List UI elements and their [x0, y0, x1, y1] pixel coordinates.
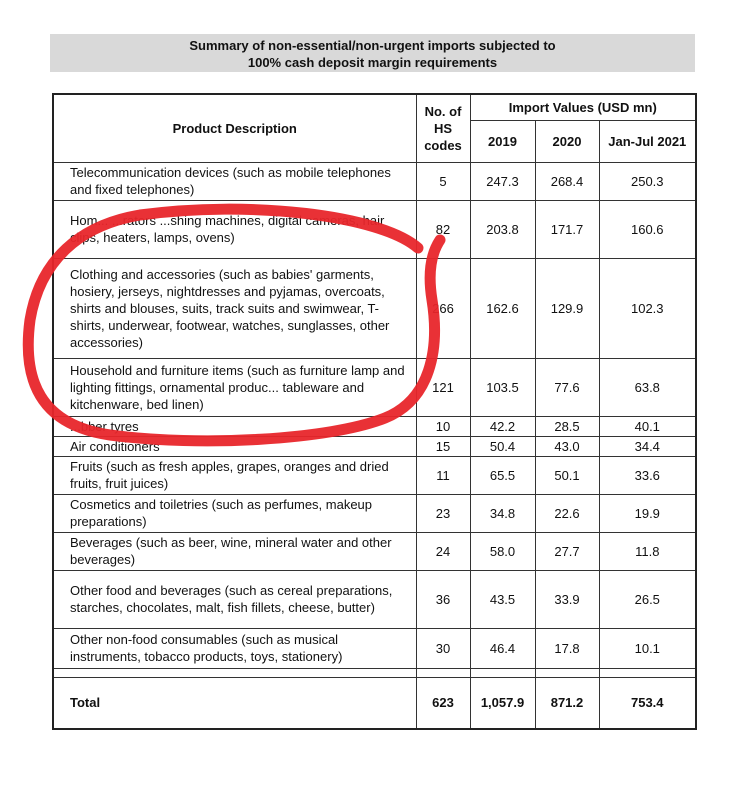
row-hs-codes: 15 — [416, 436, 470, 456]
total-label: Total — [53, 677, 416, 729]
row-hs-codes: 5 — [416, 162, 470, 200]
row-hs-codes: 23 — [416, 494, 470, 532]
table-row — [53, 494, 696, 532]
row-value-2020: 33.9 — [535, 570, 599, 628]
row-description: Air conditioners — [53, 436, 416, 456]
total-row — [53, 677, 696, 729]
row-value-2020: 43.0 — [535, 436, 599, 456]
row-value-2019: 58.0 — [470, 532, 535, 570]
row-description: Clothing and accessories (such as babies' garments, hosiery, jerseys, nightdresses and pyjamas, overcoats, shirts and blouses, suits, track suits and swimwear, T-shirts, underwear, footwear, watches, sunglasses, other accessories) — [53, 258, 416, 358]
row-description: Telecommunication devices (such as mobile telephones and fixed telephones) — [53, 162, 416, 200]
spacer-cell — [53, 668, 416, 677]
row-description: Cosmetics and toiletries (such as perfumes, makeup preparations) — [53, 494, 416, 532]
row-value-2019: 46.4 — [470, 628, 535, 668]
table-row — [53, 358, 696, 416]
row-value-2019: 162.6 — [470, 258, 535, 358]
row-value-2021: 102.3 — [599, 258, 696, 358]
row-value-2020: 17.8 — [535, 628, 599, 668]
table-row — [53, 456, 696, 494]
row-value-2019: 203.8 — [470, 200, 535, 258]
row-value-2019: 50.4 — [470, 436, 535, 456]
spacer-cell — [535, 668, 599, 677]
total-2019: 1,057.9 — [470, 677, 535, 729]
row-hs-codes: 30 — [416, 628, 470, 668]
row-hs-codes: 266 — [416, 258, 470, 358]
spacer-cell — [416, 668, 470, 677]
header-product-description: Product Description — [53, 94, 416, 162]
row-value-2021: 11.8 — [599, 532, 696, 570]
row-description: Hom... ...rators ...shing machines, digital cameras, hair clips, heaters, lamps, ovens) — [53, 200, 416, 258]
row-description: Other non-food consumables (such as musical instruments, tobacco products, toys, stationery) — [53, 628, 416, 668]
row-value-2021: 26.5 — [599, 570, 696, 628]
row-description: ...bber tyres — [53, 416, 416, 436]
table-row — [53, 258, 696, 358]
row-value-2020: 27.7 — [535, 532, 599, 570]
table-row — [53, 628, 696, 668]
row-hs-codes: 11 — [416, 456, 470, 494]
row-value-2021: 10.1 — [599, 628, 696, 668]
table-row — [53, 162, 696, 200]
row-description: Fruits (such as fresh apples, grapes, oranges and dried fruits, fruit juices) — [53, 456, 416, 494]
title-line-2: 100% cash deposit margin requirements — [247, 55, 498, 70]
header-import-values: Import Values (USD mn) — [470, 94, 696, 120]
total-hs-codes: 623 — [416, 677, 470, 729]
table-row — [53, 532, 696, 570]
row-value-2021: 34.4 — [599, 436, 696, 456]
header-2021: Jan-Jul 2021 — [599, 120, 696, 162]
spacer-cell — [599, 668, 696, 677]
row-value-2019: 103.5 — [470, 358, 535, 416]
header-2020: 2020 — [535, 120, 599, 162]
table-row — [53, 200, 696, 258]
spacer-row — [53, 668, 696, 677]
header-hs-codes: No. of HS codes — [416, 94, 470, 162]
row-value-2021: 160.6 — [599, 200, 696, 258]
row-hs-codes: 82 — [416, 200, 470, 258]
total-2021: 753.4 — [599, 677, 696, 729]
row-value-2021: 250.3 — [599, 162, 696, 200]
row-value-2020: 50.1 — [535, 456, 599, 494]
row-value-2019: 247.3 — [470, 162, 535, 200]
row-hs-codes: 24 — [416, 532, 470, 570]
row-value-2019: 34.8 — [470, 494, 535, 532]
row-value-2019: 42.2 — [470, 416, 535, 436]
row-value-2019: 43.5 — [470, 570, 535, 628]
row-description: Household and furniture items (such as furniture lamp and lighting fittings, ornamental produc... tableware and kitchenware, bed linen) — [53, 358, 416, 416]
row-value-2021: 40.1 — [599, 416, 696, 436]
row-value-2021: 19.9 — [599, 494, 696, 532]
row-value-2020: 28.5 — [535, 416, 599, 436]
row-value-2020: 77.6 — [535, 358, 599, 416]
table-row — [53, 570, 696, 628]
row-value-2021: 33.6 — [599, 456, 696, 494]
row-hs-codes: 121 — [416, 358, 470, 416]
table-row — [53, 416, 696, 436]
row-value-2020: 268.4 — [535, 162, 599, 200]
table-row — [53, 436, 696, 456]
title-line-1: Summary of non-essential/non-urgent imports subjected to — [189, 38, 556, 53]
row-value-2020: 129.9 — [535, 258, 599, 358]
total-2020: 871.2 — [535, 677, 599, 729]
row-value-2019: 65.5 — [470, 456, 535, 494]
row-value-2020: 171.7 — [535, 200, 599, 258]
row-description: Beverages (such as beer, wine, mineral water and other beverages) — [53, 532, 416, 570]
imports-table — [52, 93, 697, 730]
row-hs-codes: 10 — [416, 416, 470, 436]
table-body — [53, 162, 696, 729]
document-title — [50, 34, 695, 72]
spacer-cell — [470, 668, 535, 677]
header-2019: 2019 — [470, 120, 535, 162]
row-description: Other food and beverages (such as cereal preparations, starches, chocolates, malt, fish fillets, cheese, butter) — [53, 570, 416, 628]
row-value-2021: 63.8 — [599, 358, 696, 416]
row-hs-codes: 36 — [416, 570, 470, 628]
row-value-2020: 22.6 — [535, 494, 599, 532]
